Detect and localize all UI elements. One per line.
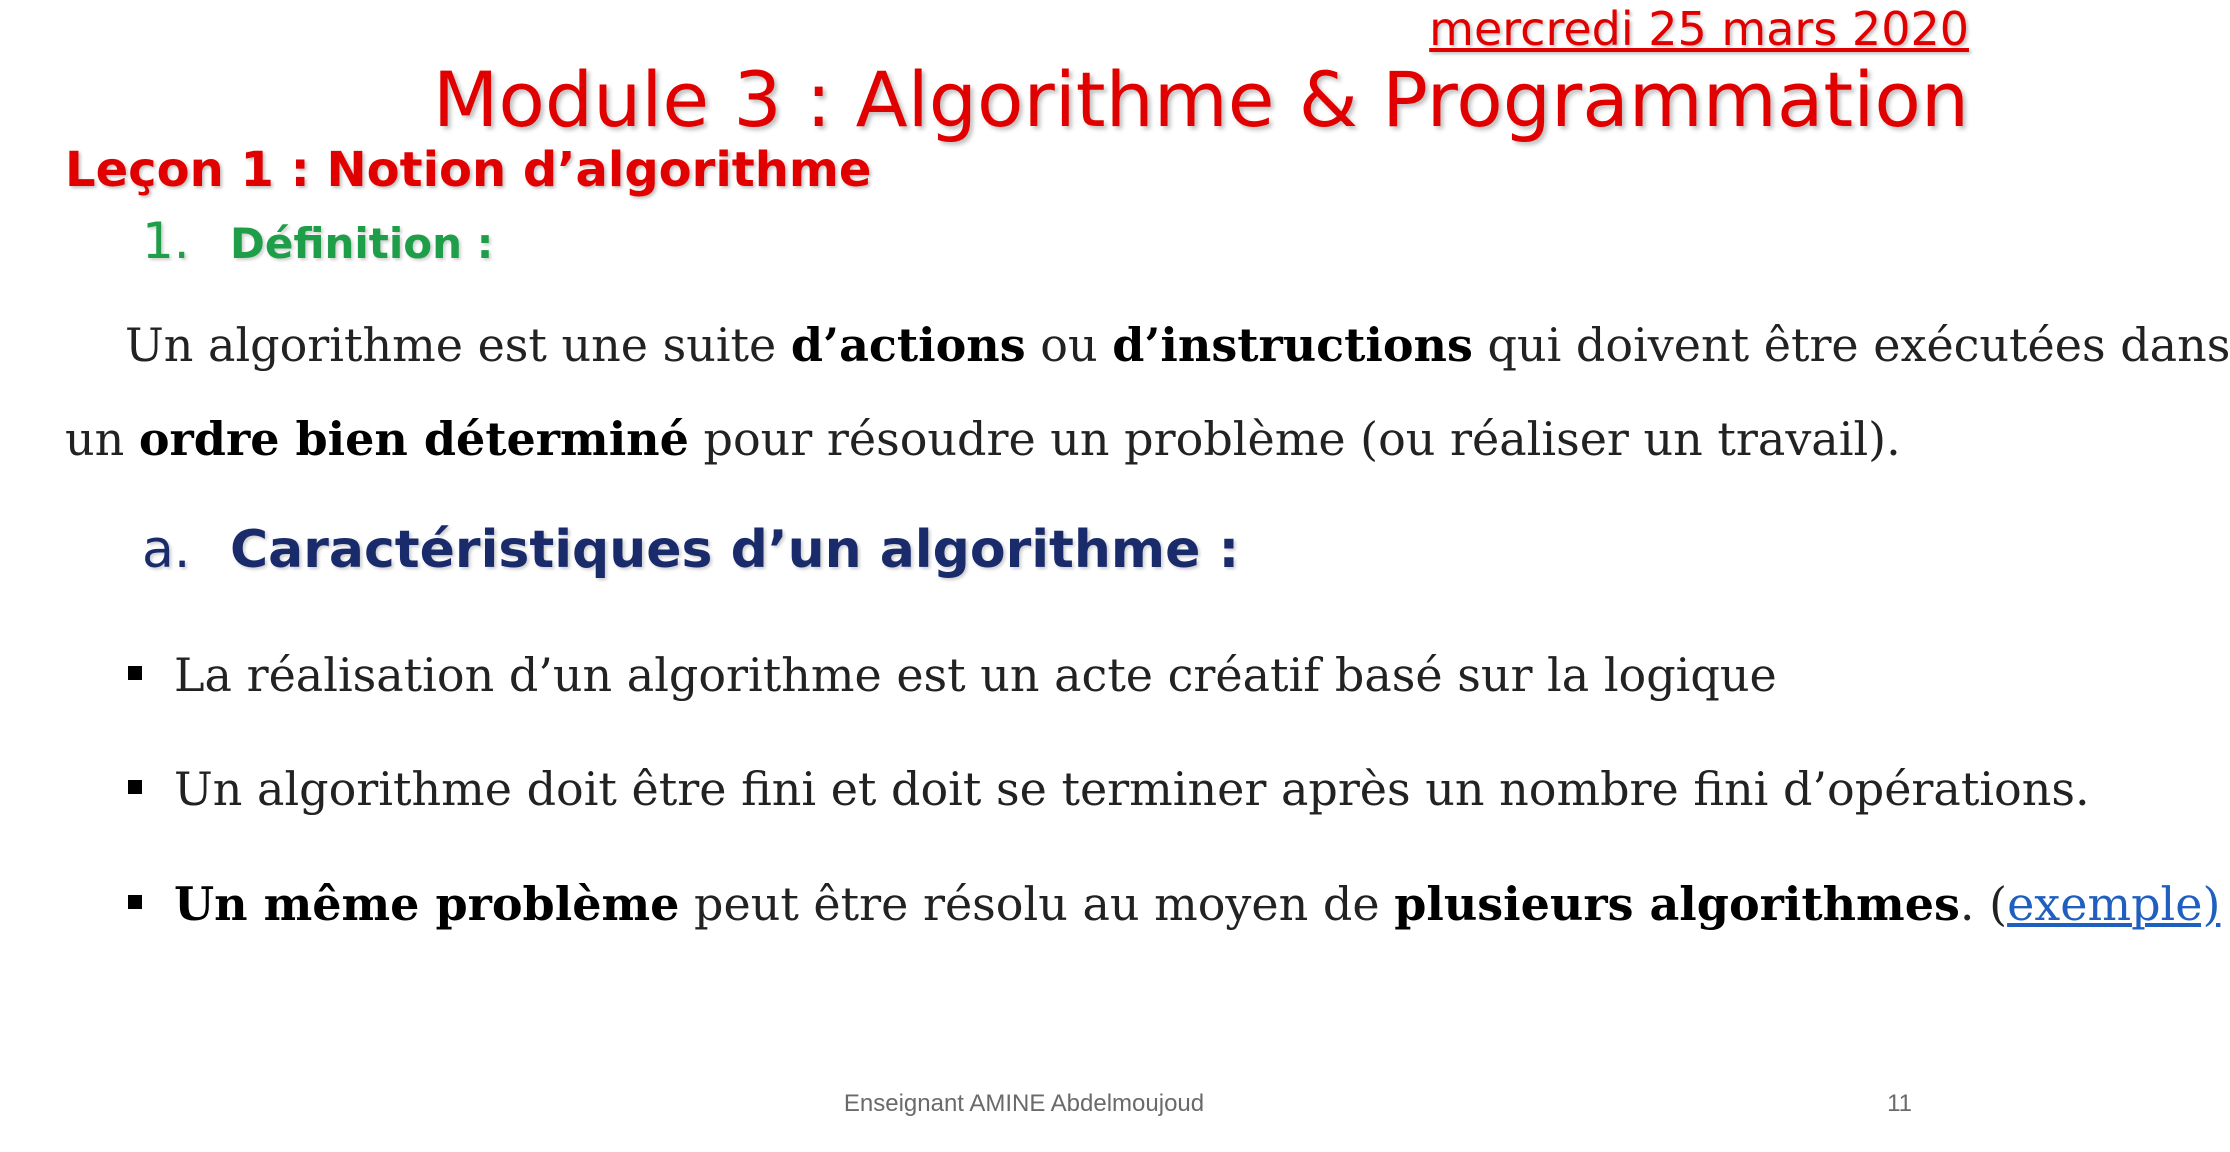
list-item <box>128 648 1777 702</box>
section-number: 1. <box>142 212 190 270</box>
definition-text: qui doivent être exécutées dans <box>1472 318 2230 372</box>
list-item-bold-term: plusieurs algorithmes <box>1394 877 1960 931</box>
definition-line-2 <box>65 412 2015 466</box>
subsection-letter: a. <box>142 520 191 580</box>
square-bullet-icon <box>128 895 142 909</box>
section-heading-definition <box>142 212 493 270</box>
lesson-title: Leçon 1 : Notion d’algorithme <box>65 142 872 198</box>
definition-text: pour résoudre un problème (ou réaliser un travail). <box>688 412 1901 466</box>
definition-bold-term: d’instructions <box>1112 318 1473 372</box>
footer-author: Enseignant AMINE Abdelmoujoud <box>843 1090 1205 1117</box>
square-bullet-icon <box>128 780 142 794</box>
example-link[interactable]: exemple) <box>2007 877 2221 931</box>
definition-bold-term: ordre bien déterminé <box>138 412 689 466</box>
definition-bold-term: d’actions <box>790 318 1026 372</box>
definition-text: un <box>65 412 139 466</box>
subsection-heading-characteristics <box>142 520 1239 580</box>
list-item-bold-term: Un même problème <box>174 877 680 931</box>
definition-text: ou <box>1025 318 1113 372</box>
subsection-title: Caractéristiques d’un algorithme : <box>230 520 1240 580</box>
list-item-text: Un algorithme doit être fini et doit se terminer après un nombre fini d’opérations. <box>174 762 2090 816</box>
square-bullet-icon <box>128 666 142 680</box>
list-item <box>128 762 2090 816</box>
definition-text: Un algorithme est une suite <box>125 318 791 372</box>
definition-line-1 <box>65 318 2230 372</box>
page-number: 11 <box>1887 1090 1912 1117</box>
module-title: Module 3 : Algorithme & Programmation <box>432 55 1969 144</box>
list-item <box>128 877 2220 931</box>
list-item-text: . ( <box>1959 877 2008 931</box>
list-item-text: La réalisation d’un algorithme est un acte créatif basé sur la logique <box>174 648 1777 702</box>
list-item-text: peut être résolu au moyen de <box>679 877 1395 931</box>
slide-date: mercredi 25 mars 2020 <box>1429 2 1969 56</box>
section-title: Définition : <box>230 219 494 268</box>
